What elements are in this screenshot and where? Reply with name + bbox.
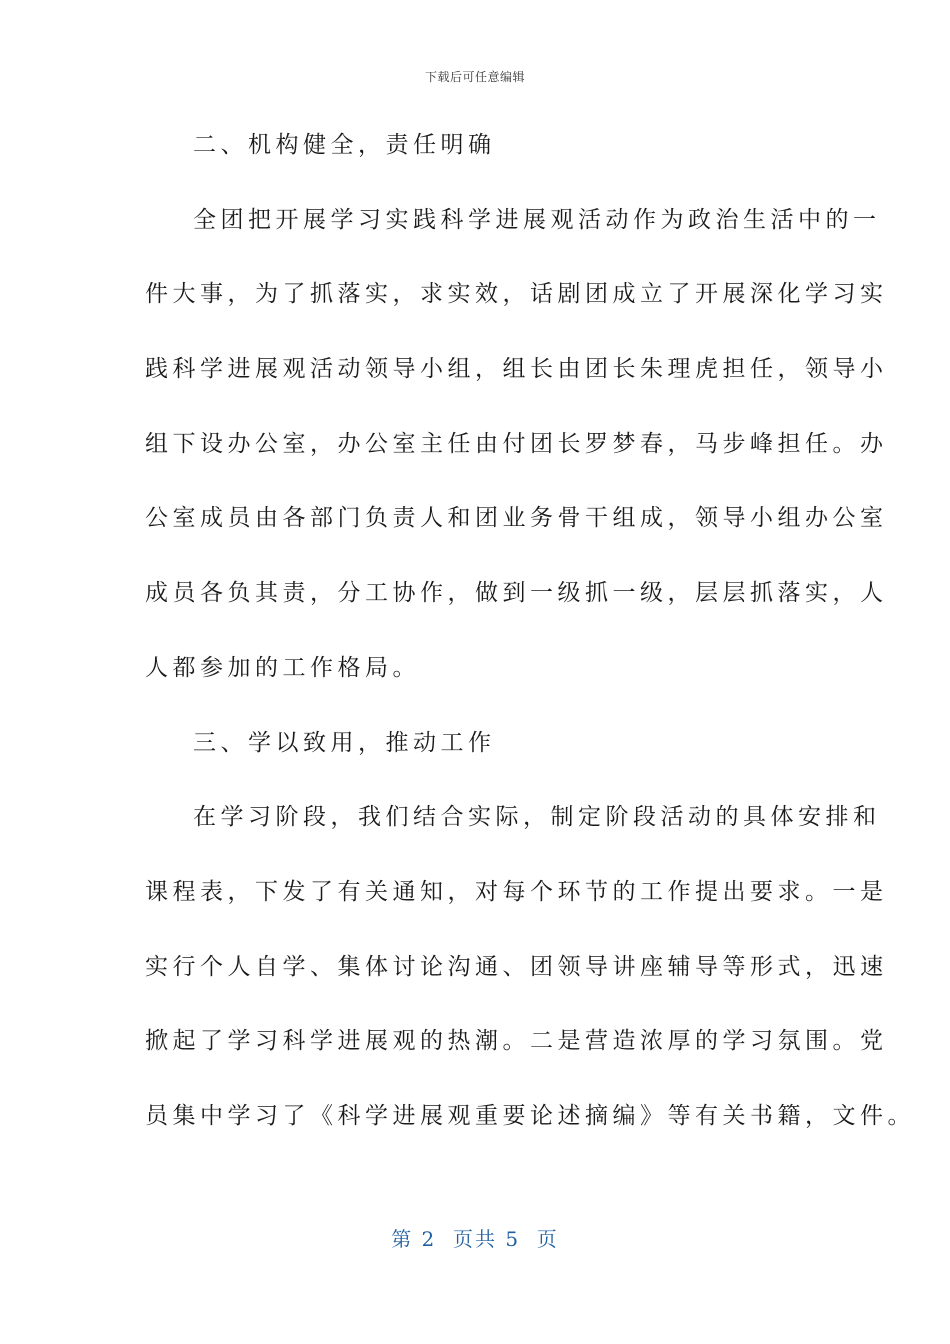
paragraph-line: 全团把开展学习实践科学进展观活动作为政治生活中的一 xyxy=(193,206,881,233)
paragraph-line: 成员各负其责，分工协作，做到一级抓一级，层层抓落实，人 xyxy=(145,580,888,607)
paragraph-line: 公室成员由各部门负责人和团业务骨干组成，领导小组办公室 xyxy=(145,505,888,532)
section-heading: 三、学以致用，推动工作 xyxy=(193,729,496,756)
header-note: 下载后可任意编辑 xyxy=(424,70,525,84)
paragraph-line: 掀起了学习科学进展观的热潮。二是营造浓厚的学习氛围。党 xyxy=(145,1028,888,1055)
document-body xyxy=(145,120,915,1166)
paragraph-line: 课程表，下发了有关通知，对每个环节的工作提出要求。一是 xyxy=(145,878,888,905)
paragraph-line: 践科学进展观活动领导小组，组长由团长朱理虎担任，领导小 xyxy=(145,356,888,383)
paragraph-line: 件大事，为了抓落实，求实效，话剧团成立了开展深化学习实 xyxy=(145,281,888,308)
paragraph-line: 在学习阶段，我们结合实际，制定阶段活动的具体安排和 xyxy=(193,804,881,831)
paragraph-line: 员集中学习了《科学进展观重要论述摘编》等有关书籍，文件。 xyxy=(145,1102,915,1129)
paragraph-line: 组下设办公室，办公室主任由付团长罗梦春，马步峰担任。办 xyxy=(145,430,888,457)
paragraph-line: 人都参加的工作格局。 xyxy=(145,654,420,681)
section-heading: 二、机构健全，责任明确 xyxy=(193,132,496,158)
page-number: 第 2 页共 5 页 xyxy=(391,1227,559,1251)
paragraph-line: 实行个人自学、集体讨论沟通、团领导讲座辅导等形式，迅速 xyxy=(145,953,888,980)
